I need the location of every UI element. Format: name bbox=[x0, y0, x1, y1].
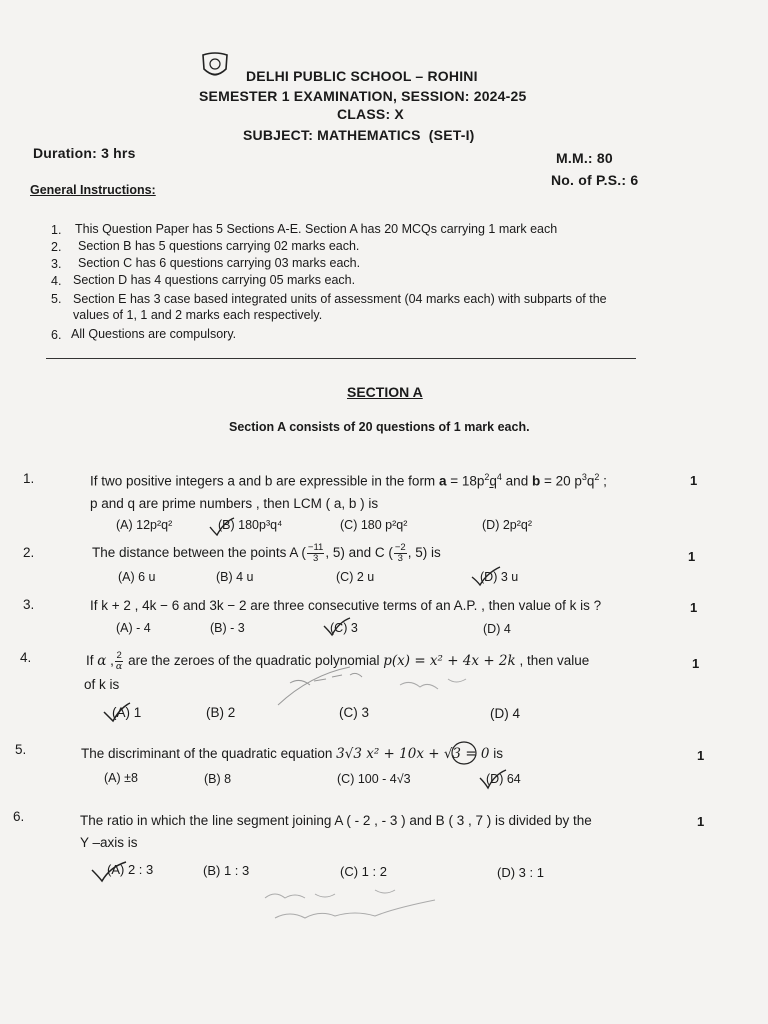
fraction bbox=[394, 543, 407, 564]
q2-text-b: and C bbox=[344, 545, 389, 561]
instruction-text: This Question Paper has 5 Sections A-E. Section A has 20 MCQs carrying 1 mark each bbox=[75, 222, 558, 236]
option-d: (D) 3 u bbox=[480, 570, 519, 584]
fraction bbox=[115, 651, 123, 672]
question-6-line-2: Y –axis is bbox=[80, 835, 138, 850]
pencil-scribble-icon bbox=[270, 665, 500, 710]
question-mark: 1 bbox=[690, 600, 698, 615]
q1-a: a bbox=[438, 473, 447, 489]
instruction-num: 1. bbox=[51, 223, 62, 237]
max-marks: M.M.: 80 bbox=[556, 150, 613, 166]
question-number: 6. bbox=[13, 809, 25, 824]
tick-mark-icon bbox=[478, 767, 508, 791]
question-number: 2. bbox=[23, 545, 35, 560]
option-a: (A) 12p²q² bbox=[116, 518, 173, 532]
frac-num: −11 bbox=[307, 542, 324, 553]
option-c: (C) 3 bbox=[339, 705, 369, 720]
q4-alpha: α bbox=[97, 653, 107, 670]
question-4-line-2: of k is bbox=[84, 677, 120, 692]
option-c: (C) 180 p²q² bbox=[340, 518, 408, 532]
question-number: 4. bbox=[20, 650, 32, 665]
question-mark: 1 bbox=[697, 814, 705, 829]
question-5-text bbox=[81, 746, 503, 762]
instruction-num: 4. bbox=[51, 274, 62, 288]
tick-mark-icon bbox=[470, 565, 502, 587]
option-a: (A) ±8 bbox=[104, 771, 138, 785]
option-a: (A) - 4 bbox=[116, 621, 151, 635]
exam-title: SEMESTER 1 EXAMINATION, SESSION: 2024-25 bbox=[199, 88, 527, 104]
option-a: (A) 6 u bbox=[118, 570, 156, 584]
question-1-line-1: If two positive integers a and b are expressible in the form $a = 18p^2q^4$ and b = 20 $p^3q^2$ ; bbox=[90, 472, 607, 489]
q4-text-c: , then value bbox=[515, 653, 590, 669]
frac-den: 3 bbox=[312, 553, 319, 564]
instruction-text: Section D has 4 questions carrying 05 marks each. bbox=[73, 273, 356, 287]
question-2-text: The distance between the points A ( $\frac{-11}{3}$ , 5) and C ( $\frac{-2}{3}$ , 5) is bbox=[92, 542, 441, 564]
q4-text-a: If bbox=[86, 653, 98, 669]
option-d: (D) 4 bbox=[490, 706, 520, 721]
question-number: 1. bbox=[23, 471, 35, 486]
option-b: (B) 4 u bbox=[216, 570, 254, 584]
question-number: 3. bbox=[23, 597, 35, 612]
option-c: (C) 2 u bbox=[336, 570, 375, 584]
q1-b-val: = 20 p bbox=[540, 473, 582, 489]
circle-annotation-icon bbox=[450, 740, 478, 766]
question-3-text: If k + 2 , 4k − 6 and 3k − 2 are three consecutive terms of an A.P. , then value of k is ? bbox=[90, 598, 602, 613]
frac-num: 2 bbox=[116, 650, 122, 661]
option-b: (B) 8 bbox=[204, 772, 232, 786]
question-mark: 1 bbox=[688, 549, 696, 564]
tick-mark-icon bbox=[208, 516, 236, 538]
tick-mark-icon bbox=[90, 858, 128, 884]
option-c: (C) 1 : 2 bbox=[340, 864, 387, 879]
instruction-num: 3. bbox=[51, 257, 62, 271]
instruction-num: 2. bbox=[51, 240, 62, 254]
section-subtitle: Section A consists of 20 questions of 1 mark each. bbox=[229, 420, 530, 434]
option-b: (B) 1 : 3 bbox=[203, 863, 250, 878]
question-4-line-1: If α , $\frac{2}{\alpha}$ are the zeroes of the quadratic polynomial p(x) = x² + 4x + 2k , then value bbox=[86, 650, 590, 672]
frac-den: 3 bbox=[397, 553, 403, 564]
pencil-scribble-icon bbox=[255, 880, 455, 925]
tick-mark-icon bbox=[322, 616, 352, 638]
instruction-text: values of 1, 1 and 2 marks each respectively. bbox=[73, 308, 323, 322]
instruction-text: Section C has 6 questions carrying 03 marks each. bbox=[78, 256, 361, 270]
instructions-heading: General Instructions: bbox=[30, 183, 156, 197]
q5-equation: 3√3 x² + 10x + √3 = 0 bbox=[336, 746, 490, 762]
option-b: (B) - 3 bbox=[210, 621, 245, 635]
question-1-line-2: p and q are prime numbers , then LCM ( a, b ) is bbox=[90, 496, 379, 511]
option-a: (A) 2 : 3 bbox=[107, 862, 154, 877]
option-c: (C) 100 - 4√3 bbox=[337, 772, 411, 786]
school-logo-icon bbox=[198, 51, 232, 81]
option-a: (A) 1 bbox=[112, 705, 142, 720]
q4-text-b: are the zeroes of the quadratic polynomial bbox=[124, 653, 384, 669]
q5-text-b: is bbox=[489, 746, 504, 761]
q2-text-c: is bbox=[427, 545, 441, 561]
question-mark: 1 bbox=[697, 748, 705, 763]
set-label: (SET-I) bbox=[428, 127, 475, 143]
q1-b: b bbox=[531, 473, 541, 489]
class-label: CLASS: X bbox=[337, 106, 404, 122]
question-mark: 1 bbox=[690, 473, 698, 488]
q1-text: If two positive integers a and b are expressible in the form bbox=[90, 473, 439, 489]
tick-mark-icon bbox=[102, 700, 132, 724]
school-name: DELHI PUBLIC SCHOOL – ROHINI bbox=[246, 68, 478, 84]
question-number: 5. bbox=[15, 742, 27, 757]
divider bbox=[46, 358, 636, 359]
option-b: (B) 2 bbox=[206, 705, 236, 720]
subject-text: SUBJECT: MATHEMATICS bbox=[243, 127, 421, 143]
frac-num: −2 bbox=[394, 542, 406, 553]
question-mark: 1 bbox=[692, 656, 700, 671]
instruction-num: 6. bbox=[51, 328, 62, 342]
subject-label bbox=[243, 127, 475, 143]
instruction-text: Section B has 5 questions carrying 02 marks each. bbox=[78, 239, 360, 253]
option-d: (D) 64 bbox=[486, 772, 521, 786]
option-c: (C) 3 bbox=[330, 621, 358, 635]
fraction bbox=[307, 543, 324, 564]
option-d: (D) 4 bbox=[483, 622, 511, 636]
q5-text-a: The discriminant of the quadratic equation bbox=[81, 746, 337, 761]
option-b: (B) 180p³q⁴ bbox=[218, 518, 283, 532]
instruction-num: 5. bbox=[51, 292, 62, 306]
instruction-text: All Questions are compulsory. bbox=[71, 327, 237, 341]
duration: Duration: 3 hrs bbox=[33, 145, 136, 161]
question-6-line-1: The ratio in which the line segment joining A ( - 2 , - 3 ) and B ( 3 , 7 ) is divided by the bbox=[80, 813, 592, 828]
section-title: SECTION A bbox=[347, 384, 423, 400]
q2-text-a: The distance between the points A bbox=[92, 545, 302, 561]
page-count: No. of P.S.: 6 bbox=[551, 172, 639, 188]
instruction-text: Section E has 3 case based integrated units of assessment (04 marks each) with subparts of the bbox=[73, 292, 607, 306]
q1-a-val: = 18p bbox=[446, 473, 485, 489]
q4-poly: p(x) = x² + 4x + 2k bbox=[383, 653, 516, 670]
option-d: (D) 2p²q² bbox=[482, 518, 533, 532]
option-d: (D) 3 : 1 bbox=[497, 865, 544, 880]
frac-den: α bbox=[115, 661, 123, 672]
